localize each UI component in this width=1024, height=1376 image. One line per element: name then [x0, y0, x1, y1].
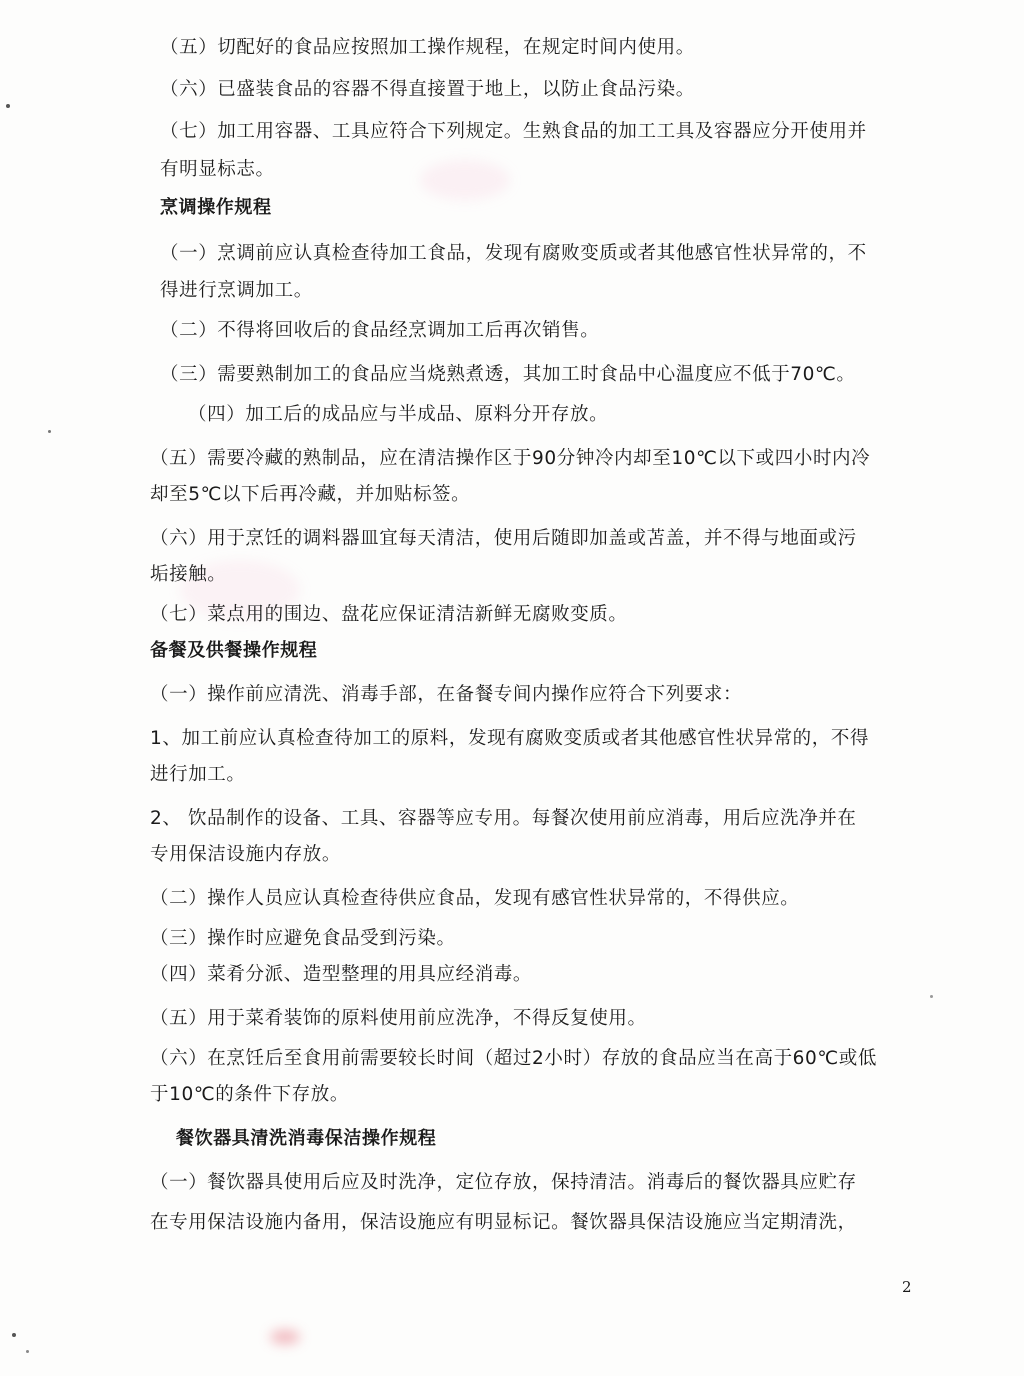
paragraph-line: （七）菜点用的围边、盘花应保证清洁新鲜无腐败变质。 — [150, 604, 628, 625]
paragraph-line: （三）操作时应避免食品受到污染。 — [150, 928, 456, 949]
paragraph-line: （四）菜肴分派、造型整理的用具应经消毒。 — [150, 964, 533, 985]
paragraph-line: 得进行烹调加工。 — [160, 280, 313, 301]
dust-speck — [6, 104, 10, 108]
paragraph-line: 1、加工前应认真检查待加工的原料，发现有腐败变质或者其他感官性状异常的，不得 — [150, 728, 870, 749]
paragraph-line: （二）不得将回收后的食品经烹调加工后再次销售。 — [160, 320, 600, 341]
paragraph-line: （三）需要熟制加工的食品应当烧熟煮透，其加工时食品中心温度应不低于70℃。 — [160, 364, 856, 385]
paragraph-line: 于10℃的条件下存放。 — [150, 1084, 349, 1105]
paragraph-line: 在专用保洁设施内备用，保洁设施应有明显标记。餐饮器具保洁设施应当定期清洗， — [150, 1212, 857, 1233]
section-heading: 备餐及供餐操作规程 — [150, 640, 318, 661]
paragraph-line: 垢接触。 — [150, 564, 227, 585]
paragraph-line: （五）切配好的食品应按照加工操作规程，在规定时间内使用。 — [160, 37, 695, 58]
dust-speck — [930, 995, 933, 998]
paragraph-line: （五）用于菜肴装饰的原料使用前应洗净，不得反复使用。 — [150, 1008, 647, 1029]
paragraph-line: 进行加工。 — [150, 764, 246, 785]
dust-speck — [12, 1333, 16, 1337]
paragraph-line: （七）加工用容器、工具应符合下列规定。生熟食品的加工工具及容器应分开使用并 — [160, 121, 867, 142]
pink-stain — [420, 160, 510, 200]
paragraph-line: （六）用于烹饪的调料器皿宜每天清洁，使用后随即加盖或苫盖，并不得与地面或污 — [150, 528, 857, 549]
ink-smudge — [270, 1330, 300, 1344]
paragraph-line: （四）加工后的成品应与半成品、原料分开存放。 — [188, 404, 609, 425]
paragraph-line: （一）操作前应清洗、消毒手部，在备餐专间内操作应符合下列要求： — [150, 684, 743, 705]
paragraph-line: 专用保洁设施内存放。 — [150, 844, 342, 865]
section-heading: 烹调操作规程 — [160, 197, 272, 218]
dust-speck — [26, 1350, 29, 1353]
paragraph-line: （一）烹调前应认真检查待加工食品，发现有腐败变质或者其他感官性状异常的，不 — [160, 243, 867, 264]
section-heading: 餐饮器具清洗消毒保洁操作规程 — [176, 1128, 437, 1149]
paragraph-line: （六）已盛装食品的容器不得直接置于地上，以防止食品污染。 — [160, 79, 695, 100]
paragraph-line: 却至5℃以下后再冷藏，并加贴标签。 — [150, 484, 471, 505]
paragraph-line: （二）操作人员应认真检查待供应食品，发现有感官性状异常的，不得供应。 — [150, 888, 800, 909]
paragraph-line: （一）餐饮器具使用后应及时洗净，定位存放，保持清洁。消毒后的餐饮器具应贮存 — [150, 1172, 857, 1193]
paragraph-line: （五）需要冷藏的熟制品，应在清洁操作区于90分钟冷内却至10℃以下或四小时内冷 — [150, 448, 871, 469]
paragraph-line: （六）在烹饪后至食用前需要较长时间（超过2小时）存放的食品应当在高于60℃或低 — [150, 1048, 877, 1069]
paragraph-line: 有明显标志。 — [160, 159, 275, 180]
page-number: 2 — [902, 1278, 912, 1296]
dust-speck — [48, 430, 51, 433]
paragraph-line: 2、 饮品制作的设备、工具、容器等应专用。每餐次使用前应消毒，用后应洗净并在 — [150, 808, 857, 829]
